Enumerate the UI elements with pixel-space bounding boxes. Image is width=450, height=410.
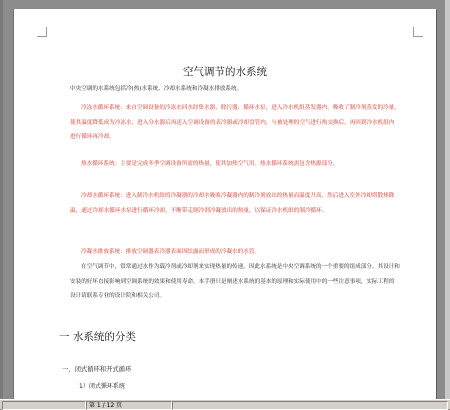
document-page[interactable]	[13, 9, 436, 404]
hot-water-paragraph: 热水循环系统：主要是完成冬季空调设备所需的热量，使其加热空气用。热水循环系统需包含热源部分。	[81, 161, 339, 167]
subsection-heading: 一、闭式循环和开式循环	[62, 366, 132, 373]
status-field-info	[172, 401, 448, 410]
item-heading: 1）闭式循环系统	[79, 383, 125, 390]
vertical-scrollbar[interactable]	[445, 0, 450, 399]
cooling-water-paragraph: 冷却水循环系统：进入制冷水机组的冷凝器的冷却水吸收冷凝器内的制冷剂放出的热量而温度升高，然后进入室外冷却塔散热降温，通过冷却水循环水泵进行循环冷却，不断带走制冷剂冷凝放出的热量，以保证冷水机组的制冷循环。	[70, 193, 395, 214]
chilled-water-paragraph: 冷冻水循环系统：来自空调设备的冷冻水回水经集水器、除污器、循环水泵，进入冷水机组蒸发器内，吸收了制冷剂蒸发的冷量，使其温度降低成为冷冻水，进入分水器后再送入空调设备的表冷器或冷却盘管内，与被处理的空气进行热交换后，再回到冷水机组内进行循环再冷却。	[70, 105, 400, 140]
left-panel-edge	[0, 0, 3, 399]
intro-paragraph: 中央空调的水系统包括冷(热)水系统、冷却水系统和冷凝水排放系统。	[70, 86, 243, 92]
summary-paragraph: 在空气调节中，常常通过水作为载冷剂或冷却剂来实现热量的传递。因此水系统是中央空调系统的一个重要的组成部分。其设计和安装的好坏直接影响到空调系统的效果和使用寿命。本手册只是阐述水系统的基本的原理和实际使用中的一些注意事项，实际工程的设计请联系专业的设计院和相关公司。	[70, 264, 400, 299]
margin-mark-top-left	[37, 27, 47, 37]
status-field-blank	[2, 401, 86, 410]
section-heading: 一 水系统的分类	[59, 331, 136, 343]
document-title: 空气调节的水系统	[183, 66, 267, 78]
condensate-paragraph: 冷凝水排放系统：排放空调器表冷器表面因结露而形成的冷凝水的水管。	[81, 249, 261, 255]
margin-mark-top-right	[413, 27, 423, 37]
page-indicator[interactable]: 第 1 / 12 页	[86, 401, 172, 410]
